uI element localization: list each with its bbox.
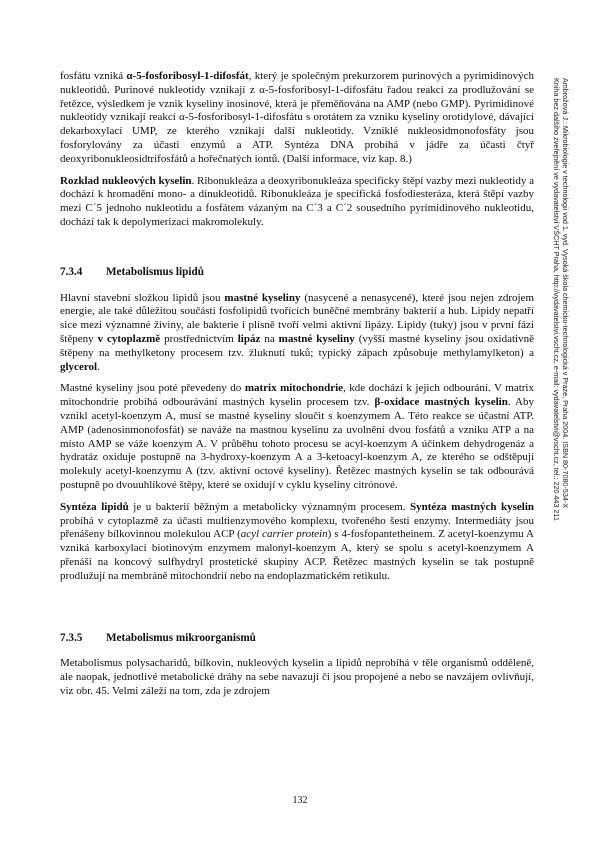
paragraph-lipid-synthesis — [60, 501, 534, 584]
section-heading-lipids — [60, 266, 534, 280]
bold-term: mastné kyseliny — [278, 332, 355, 345]
section-title: Metabolismus mikroorganismů — [106, 631, 256, 644]
sidebar-line-citation: Ambrožová J.: Mikrobiologie v technologii vod 1. vyd. Vysoká škola chemicko-technologická v Praze, Praha 2004. ISBN 80-7080-534-X — [561, 78, 570, 509]
sidebar-line-publisher: Kniha bez dalšího zveřejnění ve vydavatelství VŠCHT Praha, http://vydavatelstvi.vscht.cz, e-mail: vydavatelstvi@vscht.cz, tel.: 220 443 211 — [552, 78, 561, 521]
bold-term: lipáz — [237, 332, 261, 345]
page-body — [60, 70, 534, 699]
text-run: Hlavní stavební složkou lipidů jsou — [60, 291, 225, 304]
bold-term: Syntéza lipidů — [60, 500, 129, 513]
bold-term: Rozklad nukleových kyselin — [60, 174, 192, 187]
text-run: Metabolismus polysacharidů, bílkovin, nukleových kyselin a lipidů neprobíhá v těle organismů odděleně, ale naopak, jednotlivé metabolické dráhy na sebe navazují či jsou propojené a nebo se navzájem ovlivňují, viz obr. 45. Velmi záleží na tom, zda je zdrojem — [60, 657, 534, 697]
bold-term: matrix mitochondrie — [244, 382, 344, 395]
bold-term: Syntéza mastných kyselin — [410, 500, 534, 513]
italic-term: acyl carrier protein — [240, 528, 328, 541]
section-heading-microorganisms — [60, 632, 534, 646]
text-run: (nasycené a nenasycené), které jsou nejen zdrojem energie, ale také důležitou součástí fosfolipidů tvořících buněčné membrány bakterií a hub. Lipidy nepatří sice mezi významné živiny, ale bakterie i plísně tvoří velmi aktivní lipázy. Lipidy (tuky) jsou v první fázi štěpeny — [60, 291, 534, 345]
paragraph-lipids-intro — [60, 292, 534, 375]
bold-term: β-oxidace mastných kyselin — [374, 396, 508, 409]
text-run: , kde dochází k jejich odbourání. V matrix mitochondrie probíhá odbourávání mastných kyselin procesem tzv. — [60, 382, 534, 409]
bold-term: mastné kyseliny — [224, 291, 301, 304]
paragraph-beta-oxidation — [60, 382, 534, 492]
page-number: 132 — [292, 795, 308, 806]
text-run: . Aby vznikl acetyl-koenzym A, musí se mastné kyseliny sloučit s koenzymem A. Této reakce se účastní ATP. AMP (adenosinmonofosfát) se naváže na mastnou kyselinu za uvolnění dvou fosfátů a vzniku ATP a na místo AMP se váže koenzym A. V průběhu tohoto procesu se acyl-koenzym A účinkem dehydrogenáz a hydratáz oxiduje postupně na 3-hydroxy-koenzym A a 3-ketoacyl-koenzym A, ze kterého se odštěpují molekuly acetyl-koenzymu A (tzv. aktivní octové kyseliny). Řetězec mastných kyselin se tak odbourává postupně po dvouuhlíkové štěpy, které se oxidují v cyklu kyseliny citrónové. — [60, 396, 534, 491]
section-number: 7.3.5 — [60, 631, 83, 644]
paragraph-metabolism-overview — [60, 657, 534, 698]
text-run: ) s 4-fosfopantetheinem. Z acetyl-koenzymu A vzniká karboxylací biotinovým enzymem malonyl-koenzym A, který se spolu s acetyl-koenzymem A přenáší na koncový sulfhydryl prostetické skupiny ACP. Řetězec mastných kyselin se tak postupně prodlužují na membráně mitochondrií nebo na endoplazmatickém retikulu. — [60, 528, 534, 582]
text-run: (vyšší mastné kyseliny jsou oxidativně štěpeny na methylketony procesem tzv. žluknutí tuků; typický zápach způsobuje methylamylketon) a — [60, 332, 534, 359]
paragraph-nucleotide-synthesis — [60, 70, 534, 167]
section-number: 7.3.4 — [60, 265, 83, 278]
bold-term: α-5-fosforibosyl-1-difosfát — [126, 70, 249, 82]
section-title: Metabolismus lipidů — [106, 265, 204, 278]
copyright-sidebar — [540, 78, 570, 668]
text-run: fosfátu vzniká — [60, 70, 127, 82]
paragraph-nucleic-acid-breakdown — [60, 175, 534, 230]
bold-term: v cytoplazmě — [97, 332, 161, 345]
text-run: Mastné kyseliny jsou poté převedeny do — [60, 382, 245, 395]
bold-term: glycerol — [60, 360, 98, 373]
text-run: . Ribonukleáza a deoxyribonukleáza specificky štěpí vazby mezi nukleotidy a dochází k hromadění mono- a dinukleotidů. Ribonukleáza je specifická fosfodiesteráza, která štěpí vazby mezi C´5 jednoho nukleotidu a fosfátem vázaným na C´3 a C´2 sousedního pyrimidinového nukleotidu, dochází tak k depolymerizaci makromolekuly. — [60, 174, 535, 228]
text-run: . — [97, 360, 100, 373]
text-run: na — [260, 332, 279, 345]
text-run: probíhá v cytoplazmě za účasti multienzymového komplexu, tvořeného šesti enzymy. Intermediáty jsou přenášeny bílkovinnou molekulou ACP ( — [60, 514, 534, 541]
sidebar-text — [540, 78, 570, 668]
text-run: , který je společným prekurzorem purinových a pyrimidinových nukleotidů. Purinové nukleotidy vznikají z α-5-fosforibosyl-1-difosfátu řadou reakcí za prodlužování se řetězce, výsledkem je vznik kyseliny inosinové, která je přeměňována na AMP (nebo GMP). Pyrimidinové nukleotidy vznikají reakcí α-5-fosforibosyl-1-difosfátu s orotátem za vzniku kyseliny orotidylové, dávající dekarboxylací UMP, ze kterého vznikají další nukleotidy. Vzniklé nukleosidmonofosfáty jsou fosforylovány za účasti enzymů a ATP. Syntéza DNA probíhá v jádře za účasti čtyř deoxyribonukleosidtrifosfátů a hořečnatých iontů. (Další informace, viz kap. 8.) — [60, 70, 534, 165]
text-run: prostřednictvím — [160, 332, 238, 345]
text-run: je u bakterií běžným a metabolicky významným procesem. — [128, 500, 411, 513]
